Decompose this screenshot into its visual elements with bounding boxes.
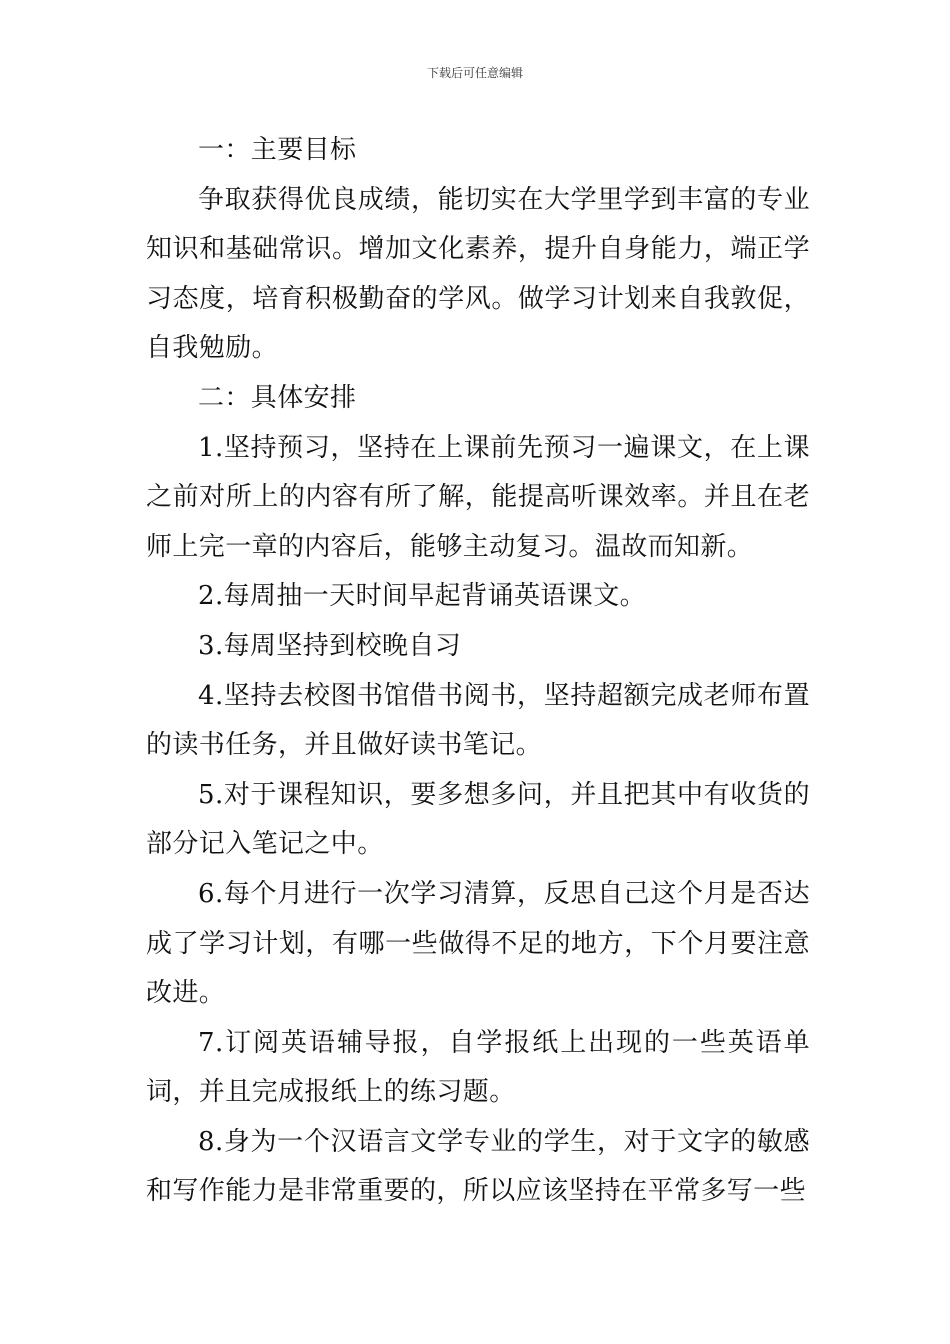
arrangement-item-6: 6.每个月进行一次学习清算，反思自己这个月是否达成了学习计划，有哪一些做得不足的地方，下个月要注意改进。: [146, 878, 810, 1009]
arrangement-item-7: 7.订阅英语辅导报，自学报纸上出现的一些英语单词，并且完成报纸上的练习题。: [146, 1027, 810, 1108]
arrangement-item-2: 2.每周抽一天时间早起背诵英语课文。: [198, 581, 647, 612]
arrangement-item-5: 5.对于课程知识，要多想多问，并且把其中有收货的部分记入笔记之中。: [146, 779, 810, 860]
arrangement-item-3: 3.每周坚持到校晚自习: [198, 630, 462, 661]
section-heading-arrangements: 二：具体安排: [198, 382, 357, 413]
page-header: 下载后可任意编辑: [426, 66, 523, 80]
arrangement-item-8: 8.身为一个汉语言文学专业的学生，对于文字的敏感和写作能力是非常重要的，所以应该坚持在平常多写一些: [146, 1126, 810, 1207]
document-body: [146, 126, 810, 1217]
goals-paragraph: 争取获得优良成绩，能切实在大学里学到丰富的专业知识和基础常识。增加文化素养，提升自身能力，端正学习态度，培育积极勤奋的学风。做学习计划来自我敦促，自我勉励。: [146, 184, 810, 364]
section-heading-goals: 一：主要目标: [198, 135, 357, 165]
arrangement-item-4: 4.坚持去校图书馆借书阅书，坚持超额完成老师布置的读书任务，并且做好读书笔记。: [146, 680, 810, 761]
arrangement-item-1: 1.坚持预习，坚持在上课前先预习一遍课文，在上课之前对所上的内容有所了解，能提高听课效率。并且在老师上完一章的内容后，能够主动复习。温故而知新。: [146, 432, 810, 562]
